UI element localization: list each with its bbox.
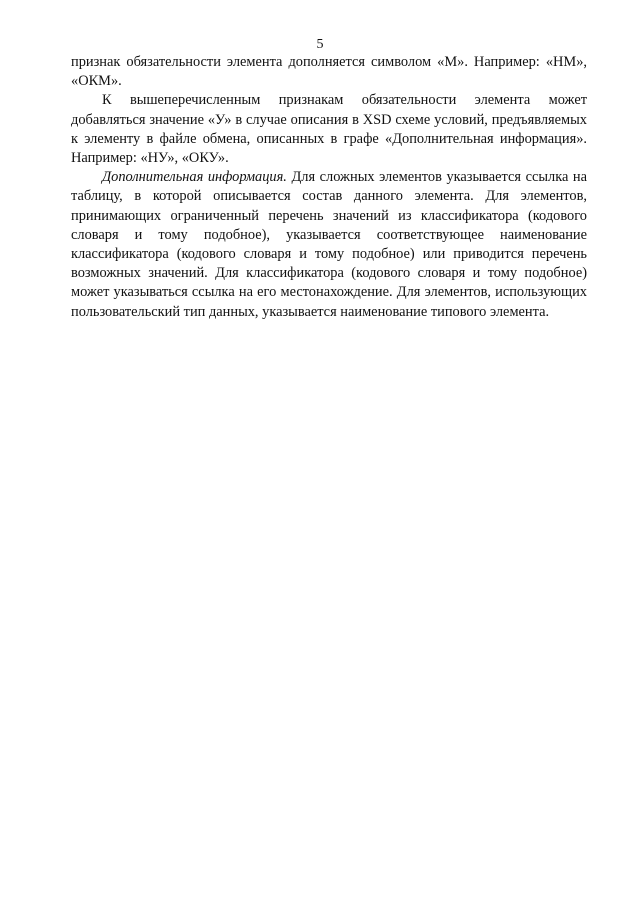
page-number: 5 [316, 37, 324, 52]
paragraph-lead-term: Дополнительная информация. [102, 169, 287, 186]
paragraph-additional-info [71, 168, 587, 322]
paragraph-mandatory-sign: признак обязательности элемента дополняется символом «М». Например: «НМ», «ОКМ». [71, 54, 587, 90]
paragraph-additional-info-text: Для сложных элементов указывается ссылка на таблицу, в которой описывается состав данного элемента. Для элементов, принимающих ограниченный перечень значений из классификатора (кодового словаря и тому подобное), указывается соответствующее наименование классификатора (кодового словаря и тому подобное) или приводится перечень возможных значений. Для классификатора (кодового словаря и тому подобное) может указываться ссылка на его местонахождение. Для элементов, использующих пользовательский тип данных, указывается наименование типового элемента. [71, 169, 587, 320]
document-body [71, 53, 587, 322]
paragraph-condition-sign: К вышеперечисленным признакам обязательности элемента может добавляться значение «У» в случае описания в XSD схеме условий, предъявляемых к элементу в файле обмена, описанных в графе «Дополнительная информация». Например: «НУ», «ОКУ». [71, 92, 587, 167]
